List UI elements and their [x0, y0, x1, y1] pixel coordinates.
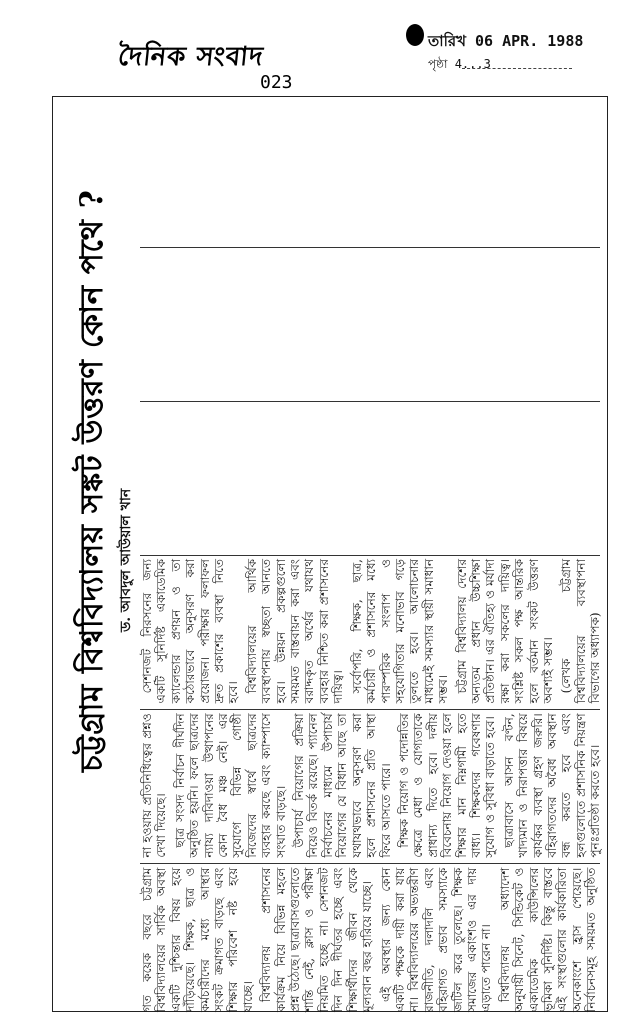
article-paragraph: শিক্ষক নিয়োগ ও পদোন্নতির ক্ষেত্রে মেধা ও যোগ্যতাকে প্রাধান্য দিতে হবে। দলীয় বিবেচনায় নিয়োগ দেওয়া হলে শিক্ষার মান নিম্নগামী হতে বাধ্য। শিক্ষকদের গবেষণার সুযোগ ও সুবিধা বাড়াতে হবে। — [396, 713, 498, 858]
date-label: তারিখ — [428, 32, 466, 50]
article-paragraph: বিশ্ববিদ্যালয় অধ্যাদেশ অনুযায়ী সিনেট, সিন্ডিকেট ও একাডেমিক কাউন্সিলের ভূমিকা সুনির্দিষ্ট। কিন্তু বাস্তবে এই সংস্থাগুলোর কার্যকারিতা অনেকাংশে হ্রাস পেয়েছে। নির্বাচনসমূহ সময়মত অনুষ্ঠিত না হওয়ায় প্রতিনিধিত্বের প্রশ্নও দেখা দিয়েছে। — [140, 713, 599, 1012]
page-number: 023 — [260, 72, 293, 93]
article-paragraph: ছাত্রাবাসে আসন বণ্টন, খাদ্যমান ও নিরাপত্তার বিষয়ে কার্যকর ব্যবস্থা গ্রহণ জরুরি। বহিরাগতদের অবৈধ অবস্থান বন্ধ করতে হবে এবং হলগুলোতে প্রশাসনিক নিয়ন্ত্রণ পুনঃপ্রতিষ্ঠা করতে হবে। — [501, 713, 603, 858]
article-paragraph: সর্বোপরি, শিক্ষক, ছাত্র, কর্মচারী ও প্রশাসনের মধ্যে পারস্পরিক সংলাপ ও সহযোগিতার মনোভাব গড়ে তুলতে হবে। আলোচনার মাধ্যমেই সমস্যার স্থায়ী সমাধান সম্ভব। — [349, 559, 451, 704]
article-headline: চট্টগ্রাম বিশ্ববিদ্যালয় সঙ্কট উত্তরণ কোন পথে ? — [74, 189, 110, 772]
stamp-underline — [462, 68, 572, 69]
column-divider — [140, 709, 600, 710]
date-value: 06 APR. 1988 — [475, 32, 584, 50]
article-paragraph: ছাত্র সংসদ নির্বাচন দীর্ঘদিন অনুষ্ঠিত হয়নি। ফলে ছাত্রদের ন্যায্য দাবিদাওয়া উত্থাপনের কোন বৈধ মঞ্চ নেই। এর সুযোগে বিভিন্ন গোষ্ঠী নিজেদের স্বার্থে ছাত্রদের ব্যবহার করছে এবং ক্যাম্পাসে সংঘাত বাড়ছে। — [172, 713, 288, 858]
article-paragraph: উপাচার্য নিয়োগের প্রক্রিয়া নিয়েও বিতর্ক রয়েছে। প্যানেল নির্বাচনের মাধ্যমে উপাচার্য নিয়োগের যে বিধান আছে তা যথাযথভাবে অনুসরণ করা হলে প্রশাসনের প্রতি আস্থা ফিরে আসতে পারে। — [292, 713, 393, 858]
rotated-article — [52, 96, 608, 1012]
column-divider — [140, 863, 600, 864]
column-divider — [140, 401, 600, 402]
article-body — [140, 96, 608, 1012]
article-paragraph: (লেখক চট্টগ্রাম বিশ্ববিদ্যালয়ের ব্যবস্থাপনা বিভাগের অধ্যাপক) — [559, 559, 603, 704]
column-divider — [140, 555, 600, 556]
ink-blot — [406, 24, 424, 46]
article-paragraph: সেশনজট নিরসনের জন্য একটি সুনির্দিষ্ট একাডেমিক ক্যালেন্ডার প্রণয়ন ও তা কঠোরভাবে অনুসরণ করা প্রয়োজন। পরীক্ষার ফলাফল দ্রুত প্রকাশের ব্যবস্থা নিতে হবে। — [140, 559, 241, 704]
article-paragraph: গত কয়েক বছরে চট্টগ্রাম বিশ্ববিদ্যালয়ের সার্বিক অবস্থা একটি দুশ্চিন্তার বিষয় হয়ে দাঁড়িয়েছে। শিক্ষক, ছাত্র ও কর্মচারীদের মধ্যে আস্থার সংকট ক্রমাগত বাড়ছে এবং শিক্ষার পরিবেশ নষ্ট হয়ে যাচ্ছে। — [140, 867, 255, 1012]
page-value: 4...3 — [454, 57, 491, 71]
newspaper-masthead: দৈনিক সংবাদ — [116, 42, 266, 72]
page-label: পৃষ্ঠা — [428, 57, 448, 71]
article-paragraph: চট্টগ্রাম বিশ্ববিদ্যালয় দেশের অন্যতম প্রধান উচ্চশিক্ষা প্রতিষ্ঠান। এর ঐতিহ্য ও মর্যাদা রক্ষা করা সকলের দায়িত্ব। সংশ্লিষ্ট সকল পক্ষ আন্তরিক হলে বর্তমান সংকট উত্তরণ অবশ্যই সম্ভব। — [454, 559, 555, 704]
article-paragraph: এই অবস্থার জন্য কোন একটি পক্ষকে দায়ী করা যায় না। বিশ্ববিদ্যালয়ের অভ্যন্তরীণ রাজনীতি, দলাদলি এবং বহিরাগত প্রভাব সমস্যাকে জটিল করে তুলেছে। শিক্ষক সমাজের একাংশও এর দায় এড়াতে পারেন না। — [378, 867, 494, 1012]
column-divider — [140, 247, 600, 248]
date-stamp-date-line — [428, 30, 583, 55]
article-clipping — [52, 96, 608, 1012]
article-byline: ড. আবদুল আউয়াল খান — [118, 488, 134, 632]
article-paragraph: বিশ্ববিদ্যালয় প্রশাসনের কার্যক্রম নিয়ে বিভিন্ন মহলে প্রশ্ন উঠেছে। ছাত্রাবাসগুলোতে শান্তি নেই, ক্লাস ও পরীক্ষা নিয়মিত হচ্ছে না। সেশনজট দিন দিন দীর্ঘতর হচ্ছে এবং শিক্ষার্থীদের জীবন থেকে মূল্যবান বছর হারিয়ে যাচ্ছে। — [259, 867, 375, 1012]
date-stamp — [408, 24, 598, 76]
article-paragraph: বিশ্ববিদ্যালয়ের আর্থিক ব্যবস্থাপনায় স্বচ্ছতা আনতে হবে। উন্নয়ন প্রকল্পগুলো সময়মত বাস্তবায়ন করা এবং বরাদ্দকৃত অর্থের যথাযথ ব্যবহার নিশ্চিত করা প্রশাসনের দায়িত্ব। — [244, 559, 346, 704]
date-stamp-page-line — [428, 56, 491, 76]
